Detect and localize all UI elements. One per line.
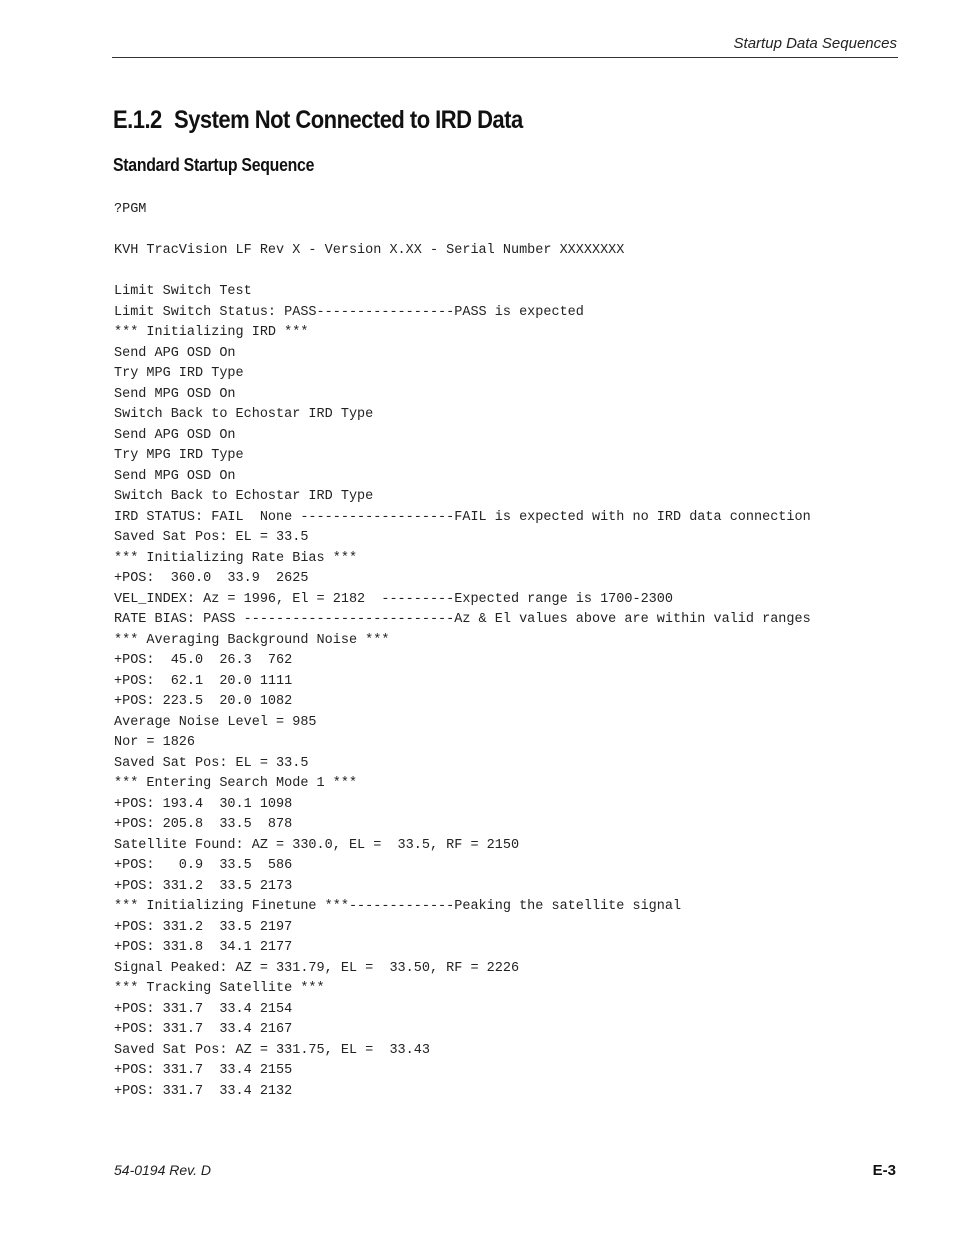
console-line: *** Initializing IRD *** [114,325,309,340]
console-line: *** Initializing Finetune ***-------------Peaking the satellite signal [114,899,682,914]
console-line: +POS: 331.2 33.5 2197 [114,919,293,935]
console-line: +POS: 331.7 33.4 2154 [114,1001,293,1017]
console-line: +POS: 360.0 33.9 2625 [114,571,309,586]
console-line: Saved Sat Pos: EL = 33.5 [114,755,309,771]
console-line: Average Noise Level = 985 [114,714,317,730]
console-line: +POS: 0.9 33.5 586 [114,858,293,873]
console-line [114,221,811,242]
console-line: Send MPG OSD On [114,386,236,402]
console-line [114,262,811,283]
console-line: +POS: 193.4 30.1 1098 [114,796,293,812]
console-line: *** Entering Search Mode 1 *** [114,776,358,791]
console-line: Saved Sat Pos: AZ = 331.75, EL = 33.43 [114,1042,430,1058]
console-line: Switch Back to Echostar IRD Type [114,489,374,504]
console-line: *** Initializing Rate Bias *** [114,550,358,566]
console-line: +POS: 331.7 33.4 2155 [114,1063,293,1078]
footer-page-number: E-3 [872,1162,896,1179]
console-line: Try MPG IRD Type [114,448,244,463]
console-line: +POS: 331.7 33.4 2167 [114,1022,293,1037]
footer-doc-number: 54-0194 Rev. D [114,1162,212,1178]
console-line: Send APG OSD On [114,345,236,361]
section-title-text: System Not Connected to IRD Data [174,106,523,134]
console-line: VEL_INDEX: Az = 1996, El = 2182 ---------Expected range is 1700-2300 [114,591,673,607]
section-title [113,106,523,135]
running-head: Startup Data Sequences [733,35,897,52]
section-number: E.1.2 [113,106,162,134]
console-line: Saved Sat Pos: EL = 33.5 [114,530,309,545]
console-line: Try MPG IRD Type [114,366,244,381]
header-rule [112,57,898,58]
console-line: Limit Switch Status: PASS-----------------PASS is expected [114,304,584,320]
console-line: +POS: 331.7 33.4 2132 [114,1083,293,1099]
console-line: +POS: 205.8 33.5 878 [114,817,293,832]
console-line: Nor = 1826 [114,735,196,750]
console-line: Limit Switch Test [114,284,252,299]
console-line: +POS: 62.1 20.0 1111 [114,673,293,689]
console-line: Signal Peaked: AZ = 331.79, EL = 33.50, RF = 2226 [114,960,520,976]
console-line: Switch Back to Echostar IRD Type [114,407,374,422]
console-line: KVH TracVision LF Rev X - Version X.XX - Serial Number XXXXXXXX [114,243,625,258]
console-line: *** Averaging Background Noise *** [114,632,390,648]
console-line: +POS: 331.8 34.1 2177 [114,940,293,955]
subsection-title: Standard Startup Sequence [113,155,315,175]
console-line: ?PGM [114,202,147,217]
console-output [114,200,811,1102]
console-line: *** Tracking Satellite *** [114,981,325,996]
console-line: Send MPG OSD On [114,468,236,484]
console-line: Send APG OSD On [114,427,236,443]
console-line: +POS: 223.5 20.0 1082 [114,694,293,709]
console-line: +POS: 331.2 33.5 2173 [114,878,293,894]
console-line: RATE BIAS: PASS --------------------------Az & El values above are within valid ranges [114,612,811,627]
console-line: IRD STATUS: FAIL None -------------------FAIL is expected with no IRD data connection [114,509,811,525]
console-line: +POS: 45.0 26.3 762 [114,653,293,668]
console-line: Satellite Found: AZ = 330.0, EL = 33.5, RF = 2150 [114,837,520,853]
